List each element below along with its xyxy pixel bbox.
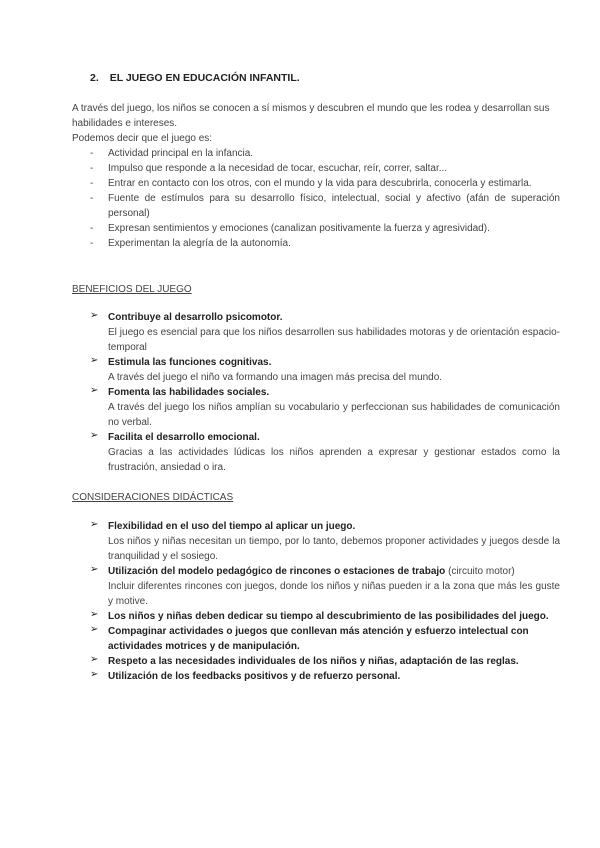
list-item: - Expresan sentimientos y emociones (canalizan positivamente la fuerza y agresividad). (72, 221, 560, 236)
intro-list (72, 146, 560, 251)
list-item (90, 355, 560, 385)
intro-block (72, 101, 560, 251)
list-item (90, 609, 560, 624)
item-title: Utilización de los feedbacks positivos y de refuerzo personal. (108, 671, 401, 682)
arrow-bullet-icon: ➢ (90, 609, 99, 620)
arrow-bullet-icon: ➢ (90, 654, 99, 665)
list-item: - Entrar en contacto con los otros, con el mundo y la vida para descubrirla, conocerla y estimarla. (72, 176, 560, 191)
list-item: - Fuente de estímulos para su desarrollo físico, intelectual, social y afectivo (afán de superación personal) (72, 191, 560, 221)
arrow-bullet-icon: ➢ (90, 624, 99, 635)
list-item (90, 564, 560, 609)
item-desc: A través del juego el niño va formando una imagen más precisa del mundo. (108, 372, 443, 383)
arrow-bullet-icon: ➢ (90, 430, 99, 441)
section-number: 2. (90, 72, 99, 84)
item-title: Contribuye al desarrollo psicomotor. (108, 312, 283, 323)
list-item (90, 654, 560, 669)
arrow-bullet-icon: ➢ (90, 355, 99, 366)
item-title: Respeto a las necesidades individuales de los niños y niñas, adaptación de las reglas. (108, 656, 519, 667)
arrow-bullet-icon: ➢ (90, 519, 99, 530)
list-item (90, 624, 560, 654)
list-item: - Impulso que responde a la necesidad de tocar, escuchar, reír, correr, saltar... (72, 161, 560, 176)
item-desc: Los niños y niñas necesitan un tiempo, por lo tanto, debemos proponer actividades y juegos desde la tranquilidad y el sosiego. (108, 536, 560, 562)
arrow-bullet-icon: ➢ (90, 385, 99, 396)
intro-paragraph: A través del juego, los niños se conocen a sí mismos y descubren el mundo que les rodea y desarrollan sus habilidades e intereses. (72, 103, 550, 129)
item-title: Compaginar actividades o juegos que conllevan más atención y esfuerzo intelectual con actividades motrices y de manipulación. (108, 626, 529, 652)
item-title: Facilita el desarrollo emocional. (108, 432, 260, 443)
item-title: Los niños y niñas deben dedicar su tiempo al descubrimiento de las posibilidades del juego. (108, 611, 549, 622)
item-title-text: Utilización del modelo pedagógico de rincones o estaciones de trabajo (108, 566, 446, 577)
section-title: EL JUEGO EN EDUCACIÓN INFANTIL. (109, 72, 300, 84)
consideraciones-list (90, 519, 560, 684)
list-item (90, 669, 560, 684)
item-title: Fomenta las habilidades sociales. (108, 387, 270, 398)
beneficios-list (90, 310, 560, 475)
item-desc: Incluir diferentes rincones con juegos, donde los niños y niñas pueden ir a la zona que más les guste y motive. (108, 581, 560, 607)
item-title: Flexibilidad en el uso del tiempo al aplicar un juego. (108, 521, 356, 532)
list-item (90, 310, 560, 355)
beneficios-title: BENEFICIOS DEL JUEGO (72, 284, 192, 295)
list-item (90, 430, 560, 475)
item-desc: Gracias a las actividades lúdicas los niños aprenden a expresar y gestionar estados como la frustración, ansiedad o ira. (108, 447, 560, 473)
intro-lead: Podemos decir que el juego es: (72, 133, 213, 144)
arrow-bullet-icon: ➢ (90, 669, 99, 680)
item-title-suffix: (circuito motor) (445, 566, 515, 577)
item-desc: El juego es esencial para que los niños desarrollen sus habilidades motoras y de orientación espacio-temporal (108, 327, 560, 353)
arrow-bullet-icon: ➢ (90, 310, 99, 321)
list-item (90, 519, 560, 564)
list-item (90, 385, 560, 430)
consideraciones-title: CONSIDERACIONES DIDÁCTICAS (72, 492, 234, 503)
section-heading (90, 72, 300, 84)
item-desc: A través del juego los niños amplían su vocabulario y perfeccionan sus habilidades de comunicación no verbal. (108, 402, 560, 428)
item-title: Estimula las funciones cognitivas. (108, 357, 272, 368)
item-title (108, 564, 560, 579)
list-item: - Experimentan la alegría de la autonomía. (72, 236, 560, 251)
list-item: - Actividad principal en la infancia. (72, 146, 560, 161)
arrow-bullet-icon: ➢ (90, 564, 99, 575)
